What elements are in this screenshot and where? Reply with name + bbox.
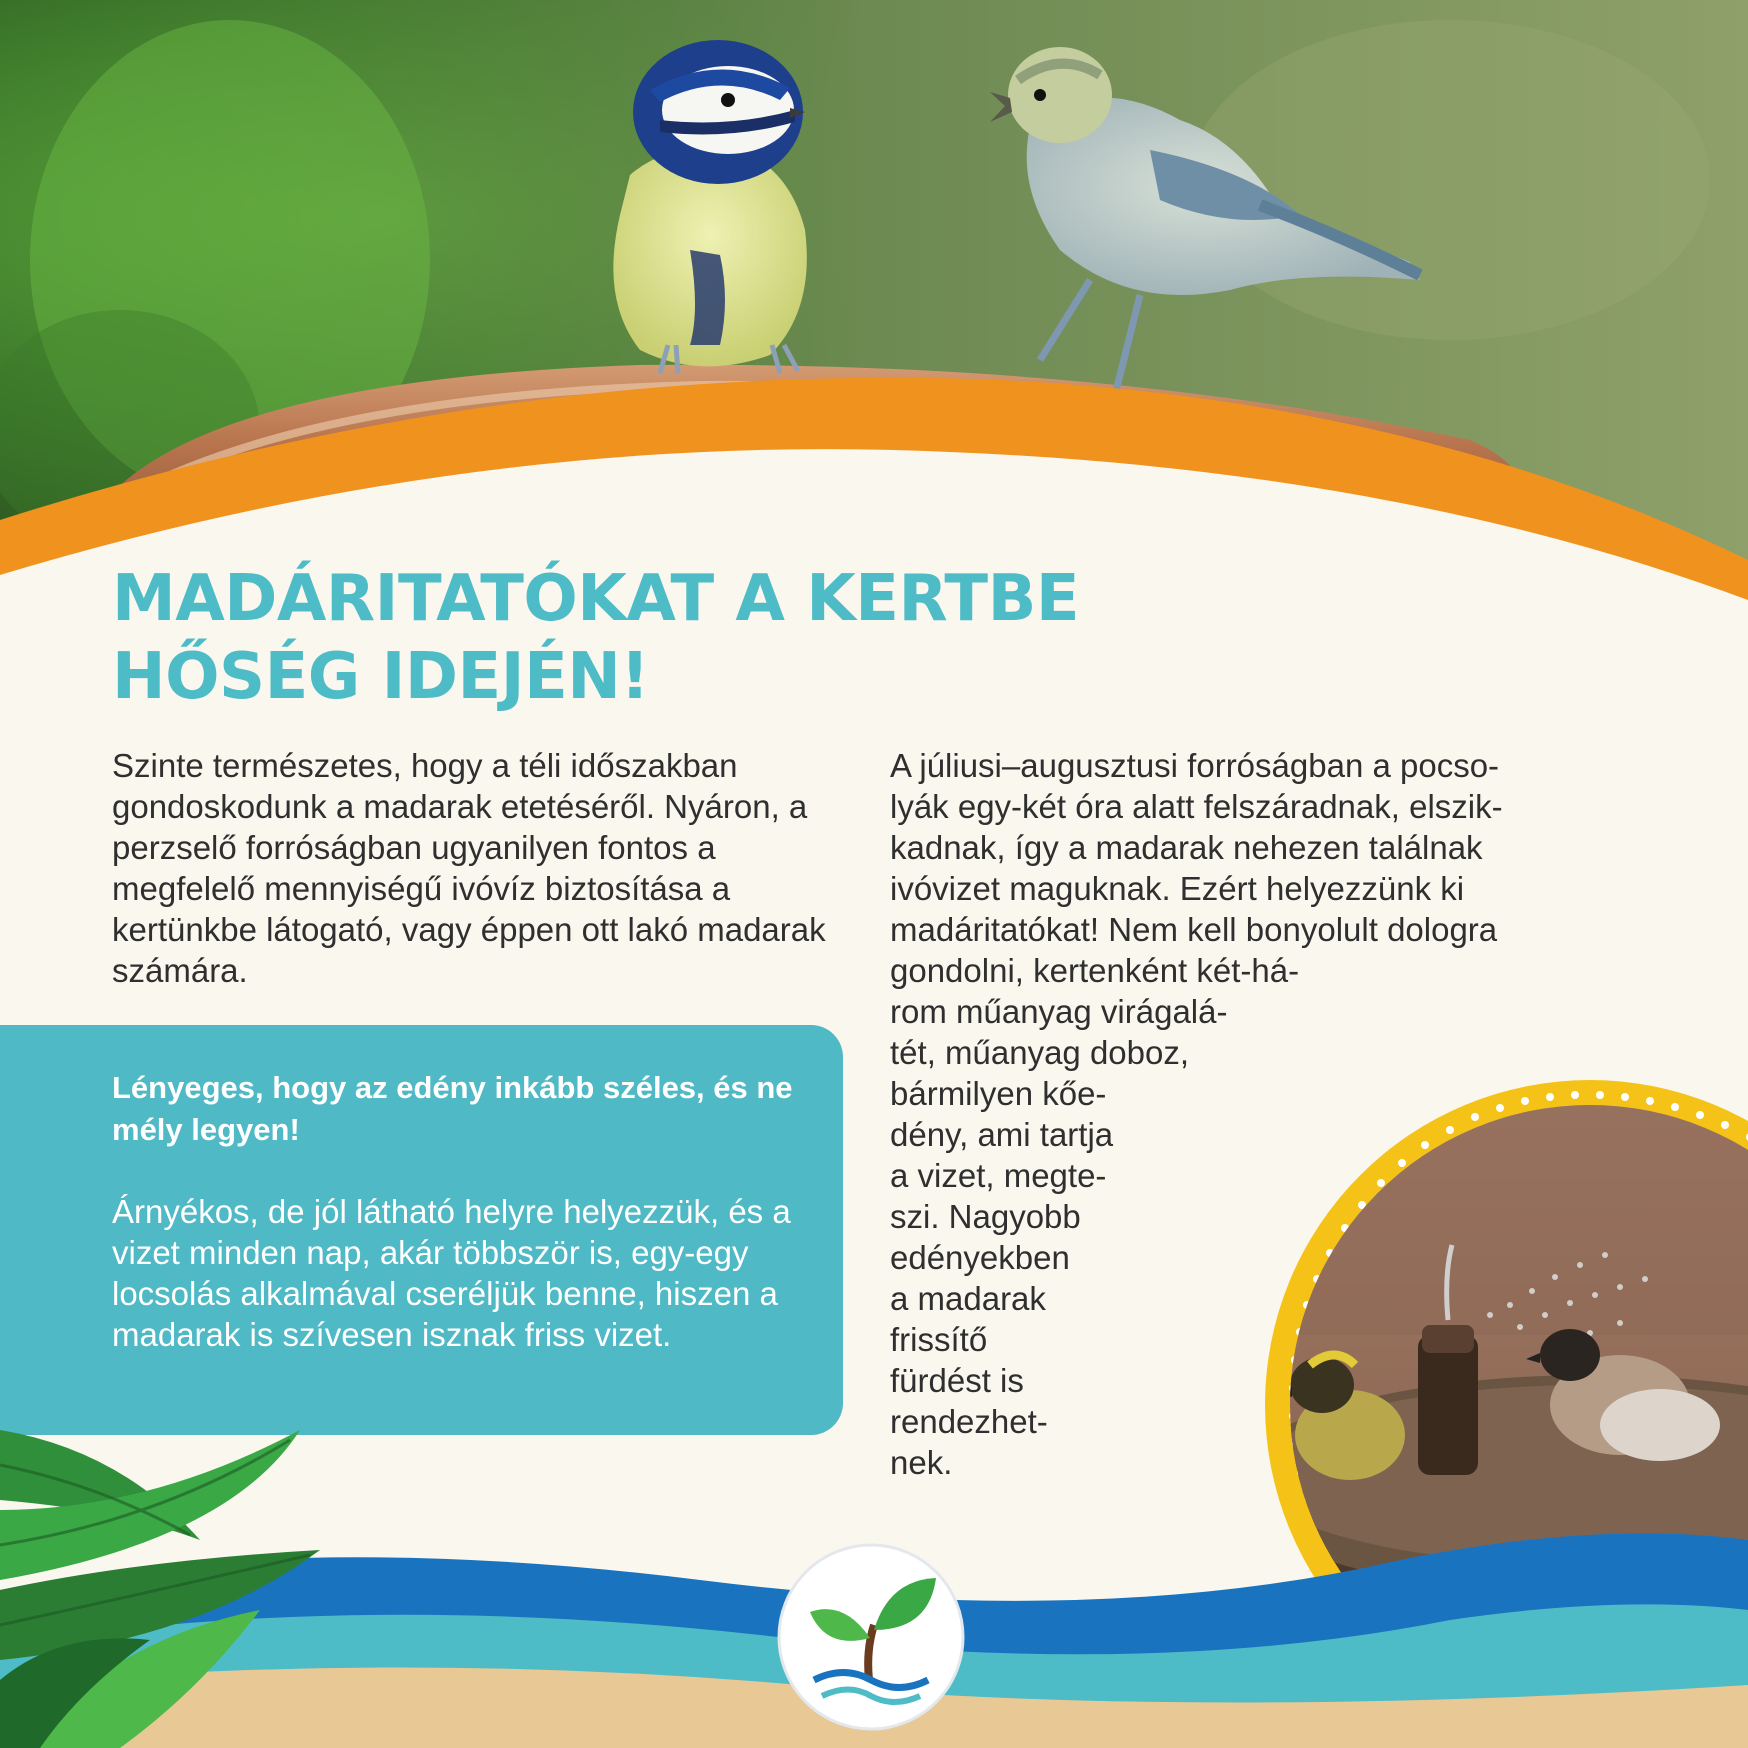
palm-leaves-decor [0, 1390, 360, 1748]
page-title-line1: MADÁRITATÓKAT A KERTBE [112, 562, 1080, 636]
right-col-line: A júliusi–augusztusi forróságban a pocso- [890, 747, 1500, 784]
right-col-line: bármilyen kőe- [890, 1075, 1107, 1112]
seedling-water-logo-icon [774, 1540, 968, 1734]
page-title [112, 560, 1312, 716]
right-col-line: rendezhet- [890, 1403, 1048, 1440]
right-col-line: dény, ami tartja [890, 1116, 1114, 1153]
right-col-line: frissítő [890, 1321, 988, 1358]
right-col-line: a vizet, megte- [890, 1157, 1107, 1194]
right-col-line: rom műanyag virágalá- [890, 993, 1228, 1030]
right-col-line: edényekben [890, 1239, 1070, 1276]
right-col-line: szi. Nagyobb [890, 1198, 1081, 1235]
right-col-line: kadnak, így a madarak nehezen találnak [890, 829, 1483, 866]
callout-box [0, 1025, 843, 1435]
right-col-line: gondolni, kertenként két-há- [890, 952, 1300, 989]
callout-body-text: Árnyékos, de jól látható helyre helyezzük, és a vizet minden nap, akár többször is, egy-egy locsolás alkalmával cseréljük benne, hiszen a madarak is szívesen isznak friss vizet. [112, 1193, 791, 1353]
right-col-line: tét, műanyag doboz, [890, 1034, 1190, 1071]
right-col-line: a madarak [890, 1280, 1046, 1317]
intro-paragraph: Szinte természetes, hogy a téli időszakban gondoskodunk a madarak etetéséről. Nyáron, a perzselő forróságban ugyanilyen fontos a megfelelő mennyiségű ivóvíz biztosítása a kertünkbe látogató, vagy éppen ott lakó madarak számára. [112, 747, 826, 989]
right-col-line: fürdést is [890, 1362, 1024, 1399]
page-title-line2: HŐSÉG IDEJÉN! [112, 640, 650, 714]
right-col-line: ivóvizet maguknak. Ezért helyezzünk ki [890, 870, 1465, 907]
callout-strong-text: Lényeges, hogy az edény inkább széles, és ne mély legyen! [112, 1070, 793, 1147]
right-col-line: lyák egy-két óra alatt felszáradnak, elszik- [890, 788, 1503, 825]
right-col-line: madáritatókat! Nem kell bonyolult dologra [890, 911, 1498, 948]
right-col-line: nek. [890, 1444, 953, 1481]
hero-photo-two-blue-tits [0, 0, 1748, 620]
right-column-text [890, 745, 1650, 1483]
